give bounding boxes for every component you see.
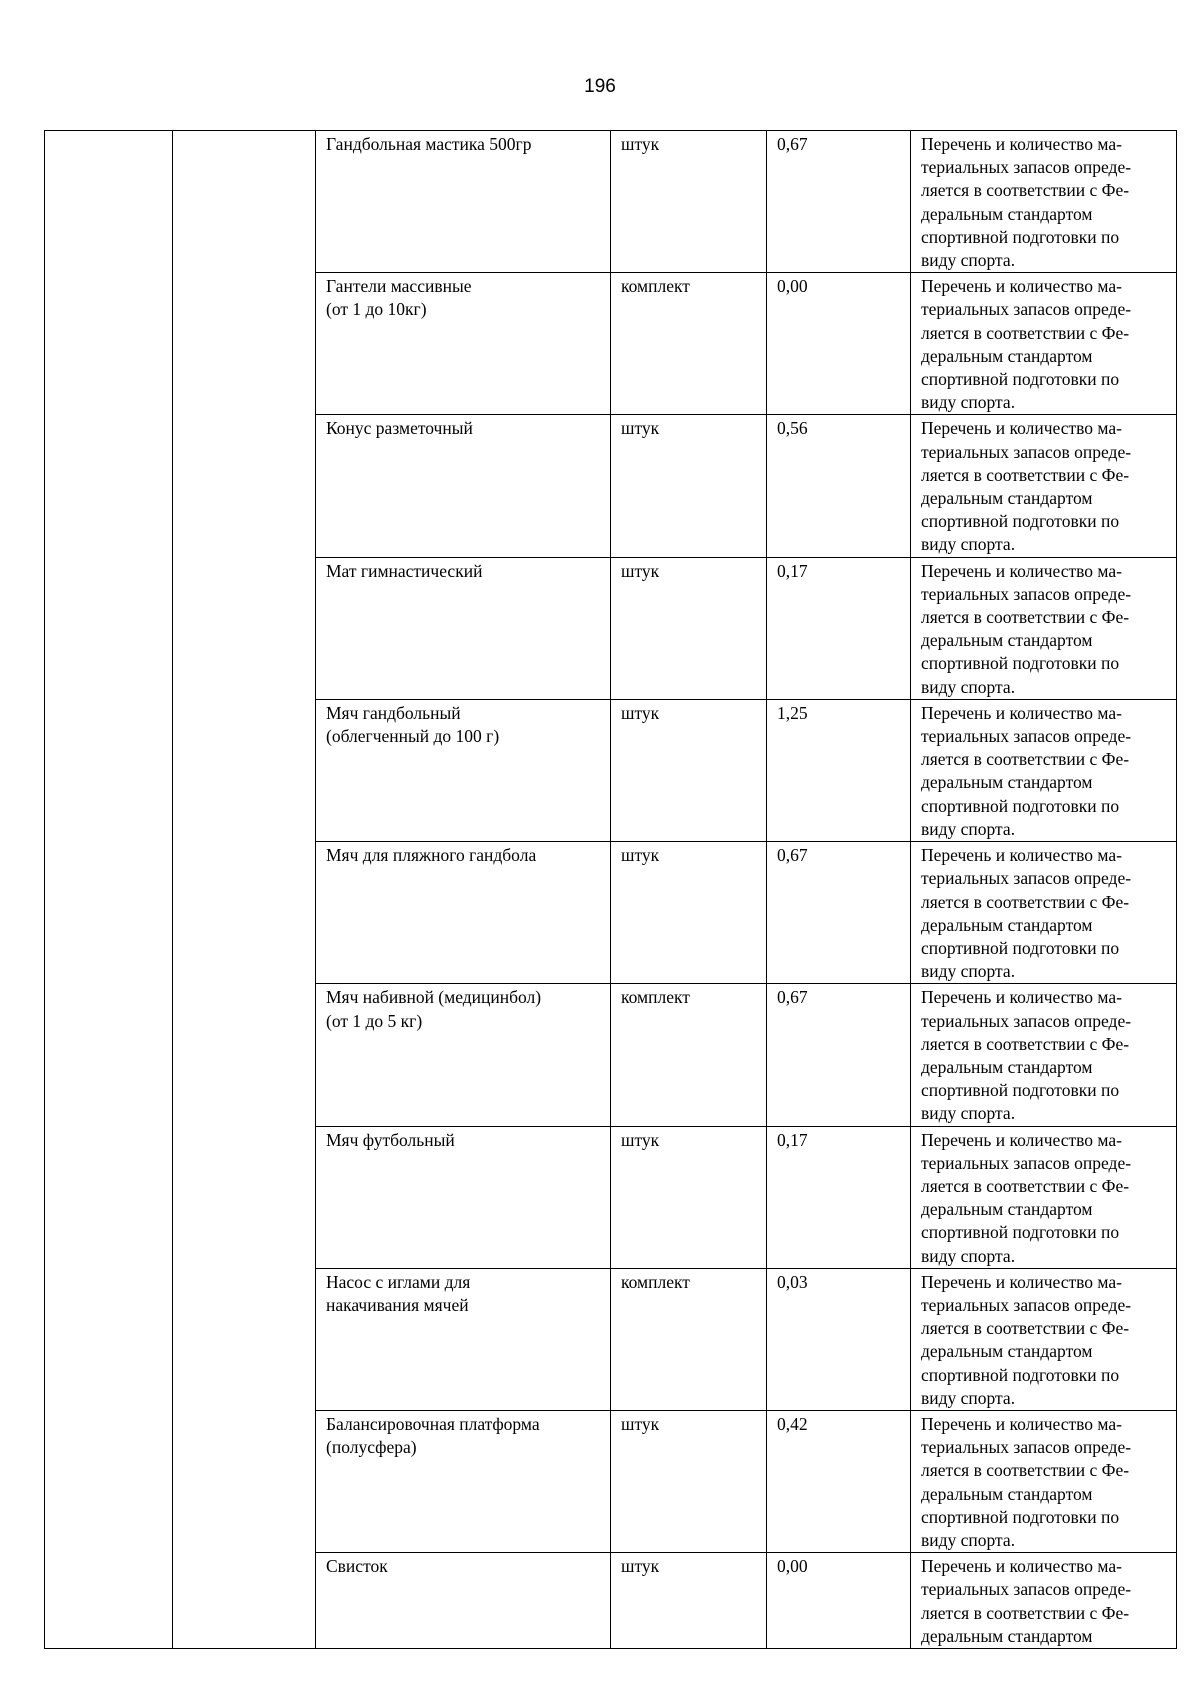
empty-group-cell (45, 131, 173, 1649)
note-cell (911, 557, 1177, 699)
item-name-cell (316, 1126, 611, 1268)
note-cell-text: Перечень и количество ма- териальных запасов опреде- ляется в соответствии с Фе- деральным стандартом спортивной подготовки по виду спорта. (921, 1271, 1132, 1408)
note-cell (911, 415, 1177, 557)
unit-cell (611, 699, 767, 841)
item-name-cell-text: Мяч для пляжного гандбола (326, 845, 537, 866)
quantity-cell-text: 0,42 (777, 1413, 808, 1434)
unit-cell-text: штук (621, 1413, 660, 1434)
quantity-cell (767, 842, 911, 984)
unit-cell-text: штук (621, 702, 660, 723)
note-cell (911, 842, 1177, 984)
quantity-cell (767, 984, 911, 1126)
item-name-cell (316, 699, 611, 841)
item-name-cell (316, 842, 611, 984)
note-cell-text: Перечень и количество ма- териальных запасов опреде- ляется в соответствии с Фе- деральным стандартом спортивной подготовки по виду спорта. (921, 418, 1132, 555)
quantity-cell (767, 131, 911, 273)
quantity-cell (767, 1126, 911, 1268)
note-cell-text: Перечень и количество ма- териальных запасов опреде- ляется в соответствии с Фе- деральным стандартом спортивной подготовки по виду спорта. (921, 702, 1132, 839)
note-cell-text: Перечень и количество ма- териальных запасов опреде- ляется в соответствии с Фе- деральным стандартом спортивной подготовки по виду спорта. (921, 987, 1132, 1124)
unit-cell-text: штук (621, 1129, 660, 1150)
unit-cell (611, 1410, 767, 1552)
unit-cell-text: комплект (621, 987, 690, 1008)
item-name-cell-text: Мяч гандбольный (облегченный до 100 г) (326, 702, 500, 747)
quantity-cell-text: 0,00 (777, 276, 808, 297)
equipment-table (44, 130, 1177, 1649)
item-name-cell-text: Свисток (326, 1556, 388, 1577)
item-name-cell (316, 131, 611, 273)
note-cell-text: Перечень и количество ма- териальных запасов опреде- ляется в соответствии с Фе- деральным стандартом спортивной подготовки по виду спорта. (921, 134, 1132, 271)
item-name-cell (316, 1410, 611, 1552)
note-cell (911, 273, 1177, 415)
unit-cell-text: штук (621, 845, 660, 866)
unit-cell-text: комплект (621, 1271, 690, 1292)
note-cell (911, 984, 1177, 1126)
empty-subgroup-cell (173, 131, 316, 1649)
note-cell (911, 1410, 1177, 1552)
item-name-cell (316, 984, 611, 1126)
quantity-cell-text: 0,00 (777, 1556, 808, 1577)
item-name-cell-text: Мяч набивной (медицинбол) (от 1 до 5 кг) (326, 987, 542, 1031)
item-name-cell (316, 557, 611, 699)
unit-cell (611, 1553, 767, 1649)
quantity-cell-text: 0,67 (777, 987, 808, 1008)
unit-cell (611, 131, 767, 273)
item-name-cell-text: Балансировочная платформа (полусфера) (326, 1413, 540, 1458)
quantity-cell-text: 0,03 (777, 1271, 808, 1292)
table-body (45, 131, 1177, 1649)
item-name-cell (316, 415, 611, 557)
item-name-cell (316, 273, 611, 415)
item-name-cell-text: Гандбольная мастика 500гр (326, 134, 532, 154)
unit-cell-text: штук (621, 560, 660, 581)
item-name-cell-text: Насос с иглами для накачивания мячей (326, 1271, 471, 1315)
item-name-cell-text: Гантели массивные (от 1 до 10кг) (326, 276, 472, 320)
item-name-cell-text: Конус разметочный (326, 418, 473, 439)
quantity-cell (767, 1410, 911, 1552)
unit-cell (611, 842, 767, 984)
note-cell-text: Перечень и количество ма- териальных запасов опреде- ляется в соответствии с Фе- деральным стандартом спортивной подготовки по виду спорта. (921, 1413, 1132, 1550)
quantity-cell (767, 1268, 911, 1410)
quantity-cell (767, 273, 911, 415)
item-name-cell (316, 1268, 611, 1410)
unit-cell (611, 984, 767, 1126)
quantity-cell (767, 557, 911, 699)
unit-cell (611, 1268, 767, 1410)
quantity-cell-text: 0,17 (777, 560, 808, 581)
note-cell-text: Перечень и количество ма- териальных запасов опреде- ляется в соответствии с Фе- деральным стандартом спортивной подготовки по виду спорта. (921, 1129, 1132, 1266)
note-cell (911, 699, 1177, 841)
unit-cell-text: комплект (621, 276, 690, 297)
note-cell-text: Перечень и количество ма- териальных запасов опреде- ляется в соответствии с Фе- деральным стандартом (921, 1556, 1132, 1646)
quantity-cell (767, 699, 911, 841)
quantity-cell-text: 0,67 (777, 845, 808, 866)
page-number: 196 (584, 76, 616, 97)
note-cell (911, 131, 1177, 273)
quantity-cell-text: 1,25 (777, 702, 808, 723)
unit-cell (611, 557, 767, 699)
item-name-cell (316, 1553, 611, 1649)
note-cell (911, 1553, 1177, 1649)
item-name-cell-text: Мяч футбольный (326, 1129, 455, 1150)
note-cell (911, 1268, 1177, 1410)
quantity-cell-text: 0,67 (777, 134, 808, 154)
note-cell-text: Перечень и количество ма- териальных запасов опреде- ляется в соответствии с Фе- деральным стандартом спортивной подготовки по виду спорта. (921, 276, 1132, 413)
unit-cell-text: штук (621, 134, 660, 154)
unit-cell-text: штук (621, 418, 660, 439)
table-row (45, 131, 1177, 273)
unit-cell (611, 1126, 767, 1268)
unit-cell (611, 415, 767, 557)
note-cell (911, 1126, 1177, 1268)
quantity-cell-text: 0,17 (777, 1129, 808, 1150)
unit-cell (611, 273, 767, 415)
quantity-cell (767, 415, 911, 557)
quantity-cell (767, 1553, 911, 1649)
quantity-cell-text: 0,56 (777, 418, 808, 439)
note-cell-text: Перечень и количество ма- териальных запасов опреде- ляется в соответствии с Фе- деральным стандартом спортивной подготовки по виду спорта. (921, 560, 1132, 697)
unit-cell-text: штук (621, 1556, 660, 1577)
item-name-cell-text: Мат гимнастический (326, 560, 483, 581)
note-cell-text: Перечень и количество ма- териальных запасов опреде- ляется в соответствии с Фе- деральным стандартом спортивной подготовки по виду спорта. (921, 845, 1132, 982)
